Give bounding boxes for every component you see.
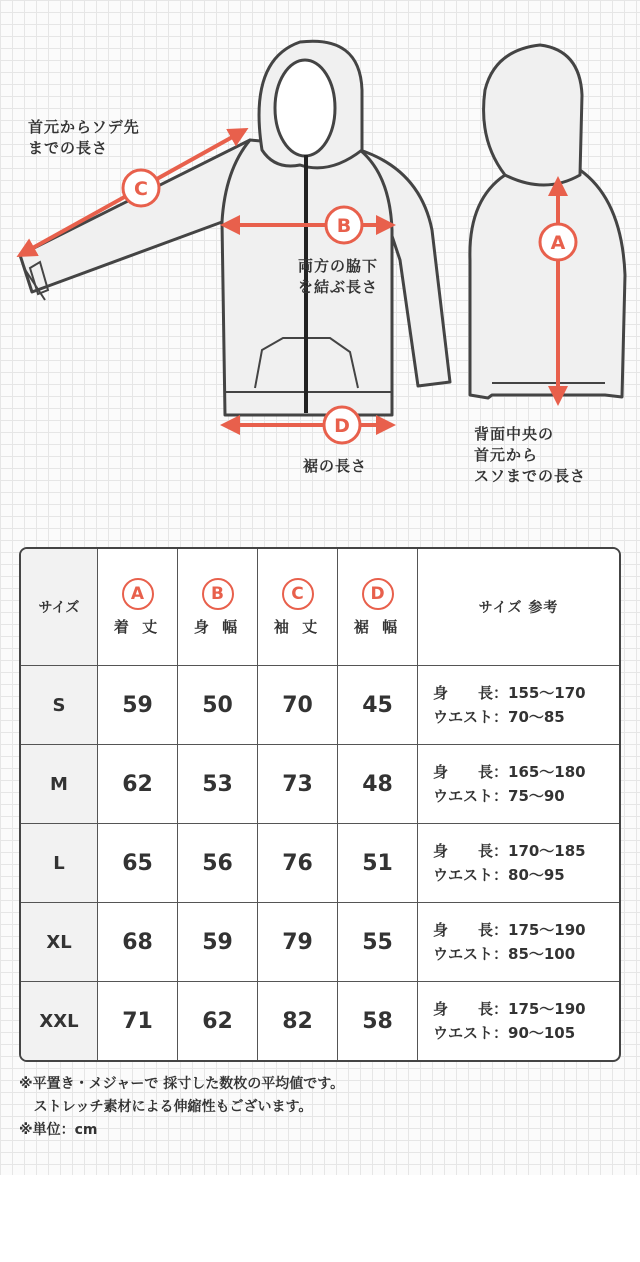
cell-b: 59 <box>178 903 258 982</box>
reference-waist: ウエスト：85～100 <box>433 945 576 963</box>
cell-a: 71 <box>98 982 178 1060</box>
back-body <box>470 170 625 398</box>
label-a-line1: 背面中央の <box>474 425 555 443</box>
cell-c: 82 <box>258 982 338 1060</box>
cell-reference <box>418 666 619 745</box>
note-line2: ストレッチ素材による伸縮性もございます。 <box>19 1099 313 1115</box>
header-b-marker: B <box>202 578 234 610</box>
cell-c: 73 <box>258 745 338 824</box>
table-row <box>21 982 619 1060</box>
cell-size: M <box>21 745 98 824</box>
reference-waist: ウエスト：90～105 <box>433 1024 576 1042</box>
marker-b-text: B <box>336 215 352 237</box>
label-a-line3: スソまでの長さ <box>474 467 587 485</box>
table-row <box>21 903 619 982</box>
label-a <box>474 424 586 487</box>
cell-d: 48 <box>338 745 418 824</box>
header-size: サイズ <box>21 549 98 666</box>
label-c <box>28 117 140 159</box>
hood-opening <box>275 60 335 156</box>
reference-waist: ウエスト：80～95 <box>433 866 565 884</box>
label-d-line1: 裾の長さ <box>303 457 368 475</box>
label-c-line1: 首元からソデ先 <box>28 118 140 136</box>
label-a-line2: 首元から <box>474 446 539 464</box>
table-row <box>21 666 619 745</box>
header-c-marker: C <box>282 578 314 610</box>
cell-reference <box>418 824 619 903</box>
cell-d: 45 <box>338 666 418 745</box>
cell-reference <box>418 745 619 824</box>
cell-size: XL <box>21 903 98 982</box>
cell-reference <box>418 982 619 1060</box>
cell-b: 53 <box>178 745 258 824</box>
table-header-row <box>21 549 619 666</box>
cell-b: 62 <box>178 982 258 1060</box>
label-b <box>298 256 378 298</box>
cell-d: 55 <box>338 903 418 982</box>
cell-size: L <box>21 824 98 903</box>
cell-size: S <box>21 666 98 745</box>
cell-c: 79 <box>258 903 338 982</box>
reference-height: 身 長：155～170 <box>433 684 586 702</box>
header-d-marker: D <box>362 578 394 610</box>
header-b-label: 身 幅 <box>193 617 242 636</box>
header-d <box>338 549 418 666</box>
reference-waist: ウエスト：70～85 <box>433 708 565 726</box>
header-c-label: 袖 丈 <box>273 617 322 636</box>
reference-height: 身 長：175～190 <box>433 921 586 939</box>
cell-size: XXL <box>21 982 98 1060</box>
marker-d <box>324 407 360 443</box>
header-d-label: 裾 幅 <box>353 617 402 636</box>
label-d <box>303 456 367 477</box>
cell-a: 65 <box>98 824 178 903</box>
cell-b: 50 <box>178 666 258 745</box>
marker-c <box>123 170 159 206</box>
back-hood <box>484 45 582 185</box>
label-b-line2: を結ぶ長さ <box>298 278 379 296</box>
reference-height: 身 長：175～190 <box>433 1000 586 1018</box>
size-table <box>19 547 621 1062</box>
reference-height: 身 長：165～180 <box>433 763 586 781</box>
cell-a: 62 <box>98 745 178 824</box>
table-row <box>21 824 619 903</box>
marker-d-text: D <box>334 415 350 437</box>
label-b-line1: 両方の脇下 <box>298 257 379 275</box>
header-a-label: 着 丈 <box>113 617 162 636</box>
header-a-marker: A <box>122 578 154 610</box>
label-c-line2: までの長さ <box>28 139 109 157</box>
cell-d: 51 <box>338 824 418 903</box>
note-line3: ※単位：cm <box>19 1122 98 1138</box>
cell-c: 70 <box>258 666 338 745</box>
reference-waist: ウエスト：75～90 <box>433 787 565 805</box>
cell-c: 76 <box>258 824 338 903</box>
header-a <box>98 549 178 666</box>
table-row <box>21 745 619 824</box>
marker-a <box>540 224 576 260</box>
cell-reference <box>418 903 619 982</box>
cell-b: 56 <box>178 824 258 903</box>
marker-a-text: A <box>550 232 566 254</box>
front-left-sleeve <box>20 140 250 292</box>
reference-height: 身 長：170～185 <box>433 842 586 860</box>
header-b <box>178 549 258 666</box>
header-c <box>258 549 338 666</box>
cell-a: 68 <box>98 903 178 982</box>
marker-c-text: C <box>134 178 148 200</box>
note-line1: ※平置き・メジャーで 採寸した数枚の平均値です。 <box>19 1076 345 1092</box>
cell-a: 59 <box>98 666 178 745</box>
back-hoodie-illustration <box>470 45 625 398</box>
notes <box>19 1073 344 1142</box>
cell-d: 58 <box>338 982 418 1060</box>
marker-b <box>326 207 362 243</box>
header-reference: サイズ 参考 <box>418 549 619 666</box>
front-hoodie-illustration <box>20 41 450 415</box>
